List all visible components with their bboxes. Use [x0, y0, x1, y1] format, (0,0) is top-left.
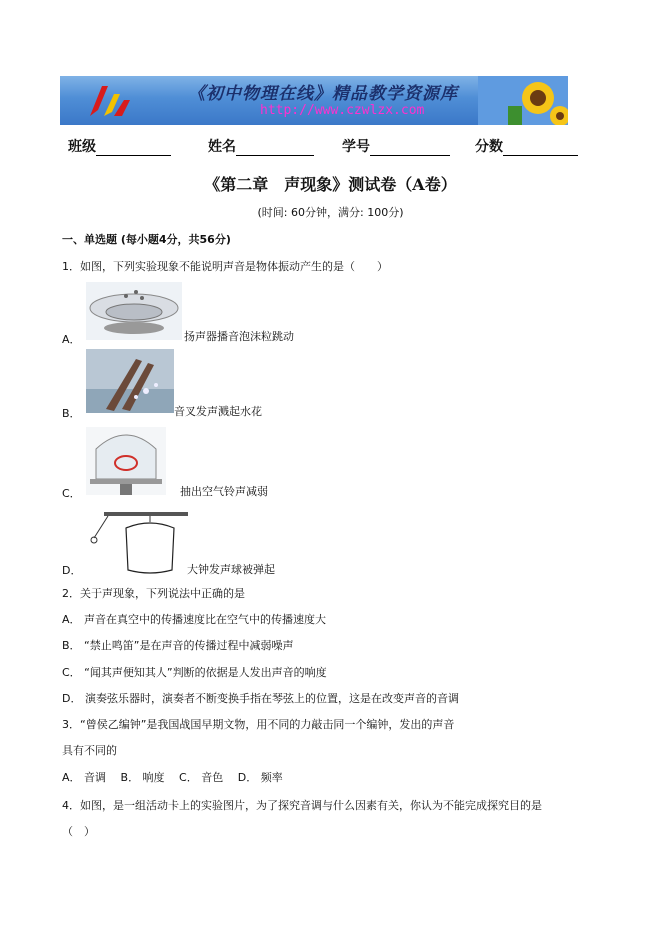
q2-option-a: A． 声音在真空中的传播速度比在空气中的传播速度大 [62, 613, 327, 626]
logo-icon [84, 82, 132, 120]
q1-option-a-label: A． [62, 333, 81, 346]
banner-title: 《初中物理在线》精品教学资源库 [188, 84, 458, 104]
q3-options: A． 音调 B． 响度 C． 音色 D． 频率 [62, 771, 283, 784]
q1-option-c-caption: 抽出空气铃声减弱 [180, 485, 268, 498]
q1-option-b-label: B． [62, 407, 81, 420]
bell-jar-figure [86, 427, 166, 495]
student-id-blank[interactable] [370, 139, 450, 156]
sunflower-icon [478, 76, 568, 125]
q1-option-c-label: C． [62, 487, 81, 500]
question-2-stem: 2．关于声现象，下列说法中正确的是 [62, 587, 245, 600]
q2-option-b: B． “禁止鸣笛”是在声音的传播过程中减弱噪声 [62, 639, 294, 652]
q2-option-c: C． “闻其声便知其人”判断的依据是人发出声音的响度 [62, 666, 327, 679]
class-blank[interactable] [96, 139, 171, 156]
speaker-figure [86, 282, 182, 340]
name-blank[interactable] [236, 139, 314, 156]
bell-ball-figure [86, 506, 188, 576]
name-field: 姓名 [208, 136, 314, 156]
q1-option-d-label: D． [62, 564, 82, 577]
question-4-stem-line1: 4．如图，是一组活动卡上的实验图片，为了探究音调与什么因素有关，你认为不能完成探究目的是 [62, 799, 542, 812]
section-heading: 一、单选题 (每小题4分，共56分) [62, 233, 231, 246]
student-id-field: 学号 [342, 136, 450, 156]
question-1-stem: 1．如图，下列实验现象不能说明声音是物体振动产生的是（ ） [62, 260, 388, 273]
q1-option-b-caption: 音叉发声溅起水花 [174, 405, 262, 418]
q1-option-a-caption: 扬声器播音泡沫粒跳动 [184, 330, 294, 343]
student-info-line [68, 136, 588, 156]
q2-option-d: D． 演奏弦乐器时，演奏者不断变换手指在琴弦上的位置，这是在改变声音的音调 [62, 692, 459, 705]
q1-option-d-caption: 大钟发声球被弹起 [187, 563, 275, 576]
question-3-stem-line1: 3．“曾侯乙编钟”是我国战国早期文物，用不同的力敲击同一个编钟，发出的声音 [62, 718, 455, 731]
question-3-stem-line2: 具有不同的 [62, 744, 117, 757]
question-4-stem-line2: （ ） [62, 825, 95, 838]
class-field: 班级 [68, 136, 171, 156]
paper-subtitle: (时间: 60分钟，满分: 100分) [257, 206, 404, 219]
score-blank[interactable] [503, 139, 578, 156]
tuning-fork-figure [86, 349, 174, 413]
paper-title: 《第二章 声现象》测试卷（A卷） [204, 175, 457, 194]
header-banner [60, 76, 568, 125]
banner-url[interactable]: http://www.czwlzx.com [260, 103, 425, 118]
score-field: 分数 [475, 136, 578, 156]
